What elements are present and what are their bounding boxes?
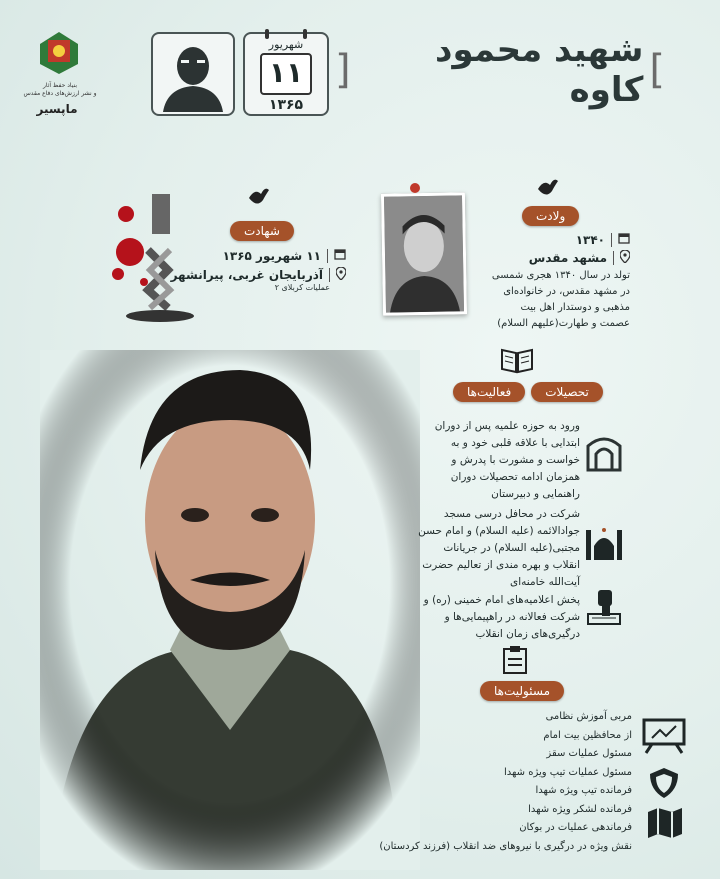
title-bracket-open: ] [649, 47, 665, 93]
birth-place-row [510, 250, 630, 266]
martyrdom-label: شهادت [230, 221, 294, 241]
activity-item-line: جوادالائمه (علیه السلام) و امام حسن [418, 525, 580, 537]
responsibility-item: مسئول عملیات تیپ ویژه شهدا [504, 766, 632, 778]
organization-name: بنیاد حفظ آثار و نشر ارزش‌های دفاع مقدس [23, 82, 97, 97]
education-item [380, 418, 580, 503]
presentation-board-icon [642, 718, 686, 758]
martyrdom-operation: عملیات کربلای ۲ [274, 283, 330, 292]
birth-description-line: در مشهد مقدس، در خانواده‌ای [503, 286, 630, 297]
divider [611, 233, 612, 247]
responsibility-item: فرماندهی عملیات در بوکان [519, 822, 632, 833]
education-label: تحصیلات [531, 382, 603, 402]
birth-description-line: عصمت و طهارت(علیهم السلام) [497, 318, 630, 329]
activity-item-line: شرکت فعالانه در راهپیمایی‌ها و [444, 611, 580, 623]
calendar-day: ۱۱ [260, 53, 312, 95]
activity-item-line: پخش اعلامیه‌های امام خمینی (ره) و [423, 594, 580, 606]
fist-flyers-icon [584, 588, 624, 632]
education-item-line: ابتدایی با علاقه قلبی خود و به [450, 437, 580, 449]
activity-item-line: درگیری‌های زمان انقلاب [475, 628, 580, 640]
mosque-arch-icon [584, 432, 624, 476]
martyrdom-date-calendar [243, 32, 329, 116]
birth-label: ولادت [522, 206, 579, 226]
education-item-line: ورود به حوزه علمیه پس از دوران [434, 420, 580, 432]
mosque-dome-icon [584, 522, 624, 566]
birth-description-line: مذهبی و دوستدار اهل بیت [520, 302, 630, 313]
divider [327, 249, 328, 263]
organization-logo [36, 30, 82, 76]
martyrdom-date-row [200, 248, 346, 263]
education-item-line: همزمان ادامه تحصیلات دوران [450, 471, 580, 483]
calendar-icon [334, 248, 346, 263]
page-title [335, 30, 665, 110]
activity-item-line: آیت‌الله خامنه‌ای [510, 576, 580, 588]
calendar-year: ۱۳۶۵ [268, 97, 304, 113]
martyrdom-place: آذربایجان غربی، پیرانشهر [170, 268, 323, 282]
title-bracket-close: [ [335, 47, 351, 93]
responsibility-item: مربی آموزش نظامی [545, 711, 632, 722]
dove-icon [536, 177, 560, 203]
education-item-line: خواست و مشورت با پدرش و [451, 454, 580, 466]
calendar-month: شهریور [268, 38, 304, 51]
activities-label: فعالیت‌ها [453, 382, 525, 402]
responsibility-item: فرمانده تیپ ویژه شهدا [535, 785, 632, 796]
clipboard-icon [502, 645, 528, 679]
birth-year-row [530, 232, 630, 247]
divider [613, 251, 614, 265]
map-icon [646, 806, 684, 844]
birth-place: مشهد مقدس [528, 251, 607, 265]
education-item-line: راهنمایی و دبیرستان [491, 488, 580, 500]
responsibilities-label: مسئولیت‌ها [480, 681, 564, 701]
activity-item [380, 592, 580, 643]
brand-logo: ماپسیر [36, 102, 78, 116]
responsibility-item: نقش ویژه در درگیری با نیروهای ضد انقلاب (فرزند کردستان) [379, 840, 632, 852]
birth-description [462, 268, 630, 332]
activity-item-line: مجتبی(علیه السلام) در جریانات [443, 542, 580, 554]
birth-year: ۱۳۴۰ [575, 232, 605, 247]
pin-icon [410, 183, 420, 193]
birth-description-line: تولد در سال ۱۳۴۰ هجری شمسی [491, 270, 630, 281]
activity-item-line: انقلاب و بهره مندی از تعالیم حضرت [422, 559, 580, 571]
responsibility-item: فرمانده لشکر ویژه شهدا [528, 803, 632, 815]
activity-item [380, 506, 580, 591]
location-icon [620, 250, 630, 266]
martyrdom-date: ۱۱ شهریور ۱۳۶۵ [222, 248, 321, 263]
martyr-portrait [40, 350, 420, 870]
childhood-photo [381, 192, 467, 315]
dove-icon [247, 186, 271, 212]
calendar-icon [618, 232, 630, 247]
responsibility-item: از محافظین بیت امام [543, 729, 632, 741]
martyr-portrait-icon [151, 32, 235, 116]
martyr-name: شهید محمود کاوه [435, 30, 644, 110]
responsibilities-list [370, 708, 632, 856]
location-icon [336, 267, 346, 283]
shield-icon [648, 766, 680, 804]
book-icon [500, 346, 534, 378]
responsibility-item: مسئول عملیات سقز [546, 748, 632, 759]
activity-item-line: شرکت در محافل درسی مسجد [443, 508, 580, 520]
